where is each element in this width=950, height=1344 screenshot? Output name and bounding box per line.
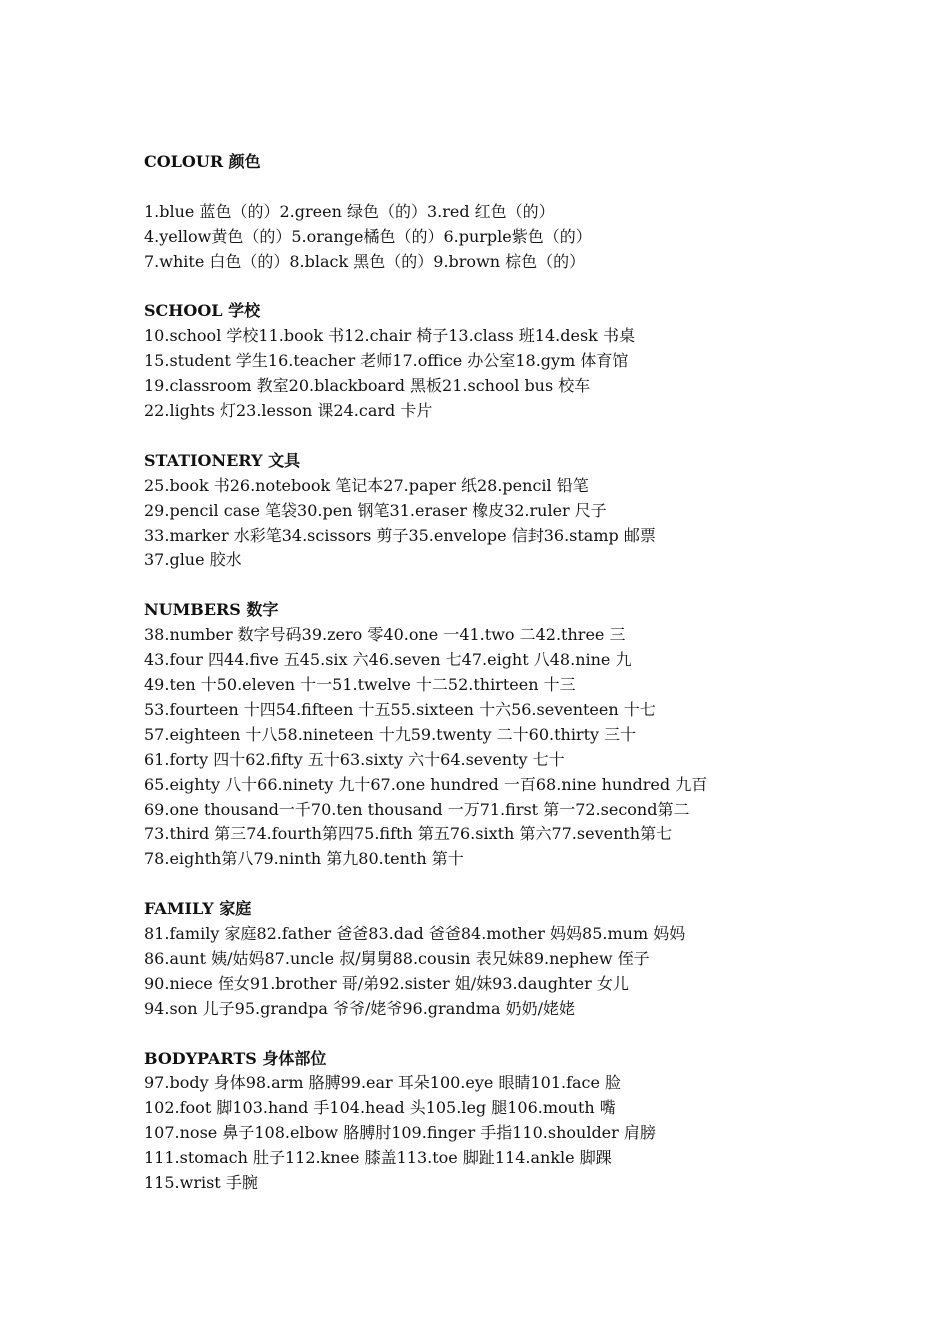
section-stationery bbox=[144, 449, 844, 574]
vocab-line: 1.blue 蓝色（的）2.green 绿色（的）3.red 红色（的） bbox=[144, 201, 555, 221]
vocab-line: 86.aunt 姨/姑妈87.uncle 叔/舅舅88.cousin 表兄妹89.nephew 侄子 bbox=[144, 948, 650, 968]
vocab-line: 78.eighth第八79.ninth 第九80.tenth 第十 bbox=[144, 849, 464, 869]
vocab-line: 38.number 数字号码39.zero 零40.one 一41.two 二42.three 三 bbox=[144, 625, 626, 645]
vocab-line: 73.third 第三74.fourth第四75.fifth 第五76.sixth 第六77.seventh第七 bbox=[144, 824, 673, 844]
vocab-line: 29.pencil case 笔袋30.pen 钢笔31.eraser 橡皮32.ruler 尺子 bbox=[144, 500, 607, 520]
vocab-line: 57.eighteen 十八58.nineteen 十九59.twenty 二十60.thirty 三十 bbox=[144, 724, 637, 744]
section-heading: FAMILY 家庭 bbox=[144, 899, 252, 919]
vocab-line: 25.book 书26.notebook 笔记本27.paper 纸28.pencil 铅笔 bbox=[144, 475, 589, 495]
section-numbers bbox=[144, 598, 844, 872]
vocab-line: 97.body 身体98.arm 胳膊99.ear 耳朵100.eye 眼睛101.face 脸 bbox=[144, 1073, 622, 1093]
vocab-line: 111.stomach 肚子112.knee 膝盖113.toe 脚趾114.ankle 脚踝 bbox=[144, 1148, 612, 1168]
vocab-line: 94.son 儿子95.grandpa 爷爷/姥爷96.grandma 奶奶/姥姥 bbox=[144, 998, 575, 1018]
section-school bbox=[144, 299, 844, 424]
vocab-line: 15.student 学生16.teacher 老师17.office 办公室18.gym 体育馆 bbox=[144, 351, 629, 371]
vocabulary-document bbox=[144, 150, 844, 1196]
vocab-line: 102.foot 脚103.hand 手104.head 头105.leg 腿106.mouth 嘴 bbox=[144, 1098, 616, 1118]
vocab-line: 22.lights 灯23.lesson 课24.card 卡片 bbox=[144, 401, 433, 421]
vocab-line: 115.wrist 手腕 bbox=[144, 1173, 258, 1193]
vocab-line: 33.marker 水彩笔34.scissors 剪子35.envelope 信封36.stamp 邮票 bbox=[144, 525, 656, 545]
vocab-line: 19.classroom 教室20.blackboard 黑板21.school bus 校车 bbox=[144, 376, 591, 396]
vocab-line: 69.one thousand一千70.ten thousand 一万71.first 第一72.second第二 bbox=[144, 799, 690, 819]
section-heading: SCHOOL 学校 bbox=[144, 301, 261, 321]
vocab-line: 10.school 学校11.book 书12.chair 椅子13.class 班14.desk 书桌 bbox=[144, 326, 635, 346]
vocab-line: 37.glue 胶水 bbox=[144, 550, 242, 570]
vocab-line: 7.white 白色（的）8.black 黑色（的）9.brown 棕色（的） bbox=[144, 251, 586, 271]
vocab-line: 90.niece 侄女91.brother 哥/弟92.sister 姐/妹93.daughter 女儿 bbox=[144, 973, 629, 993]
vocab-line: 65.eighty 八十66.ninety 九十67.one hundred 一百68.nine hundred 九百 bbox=[144, 774, 708, 794]
section-heading: STATIONERY 文具 bbox=[144, 450, 301, 470]
vocab-line: 61.forty 四十62.fifty 五十63.sixty 六十64.seventy 七十 bbox=[144, 749, 565, 769]
section-bodyparts bbox=[144, 1047, 844, 1196]
vocab-line: 43.four 四44.five 五45.six 六46.seven 七47.eight 八48.nine 九 bbox=[144, 650, 632, 670]
vocab-line: 107.nose 鼻子108.elbow 胳膊肘109.finger 手指110.shoulder 肩膀 bbox=[144, 1123, 656, 1143]
section-colour bbox=[144, 150, 844, 275]
section-heading: BODYPARTS 身体部位 bbox=[144, 1048, 327, 1068]
vocab-line: 81.family 家庭82.father 爸爸83.dad 爸爸84.mother 妈妈85.mum 妈妈 bbox=[144, 924, 686, 944]
section-heading: COLOUR 颜色 bbox=[144, 152, 261, 171]
section-family bbox=[144, 897, 844, 1022]
vocab-line: 53.fourteen 十四54.fifteen 十五55.sixteen 十六56.seventeen 十七 bbox=[144, 699, 656, 719]
vocab-line: 4.yellow黄色（的）5.orange橘色（的）6.purple紫色（的） bbox=[144, 226, 592, 246]
section-heading: NUMBERS 数字 bbox=[144, 600, 279, 620]
vocab-line: 49.ten 十50.eleven 十一51.twelve 十二52.thirteen 十三 bbox=[144, 674, 576, 694]
